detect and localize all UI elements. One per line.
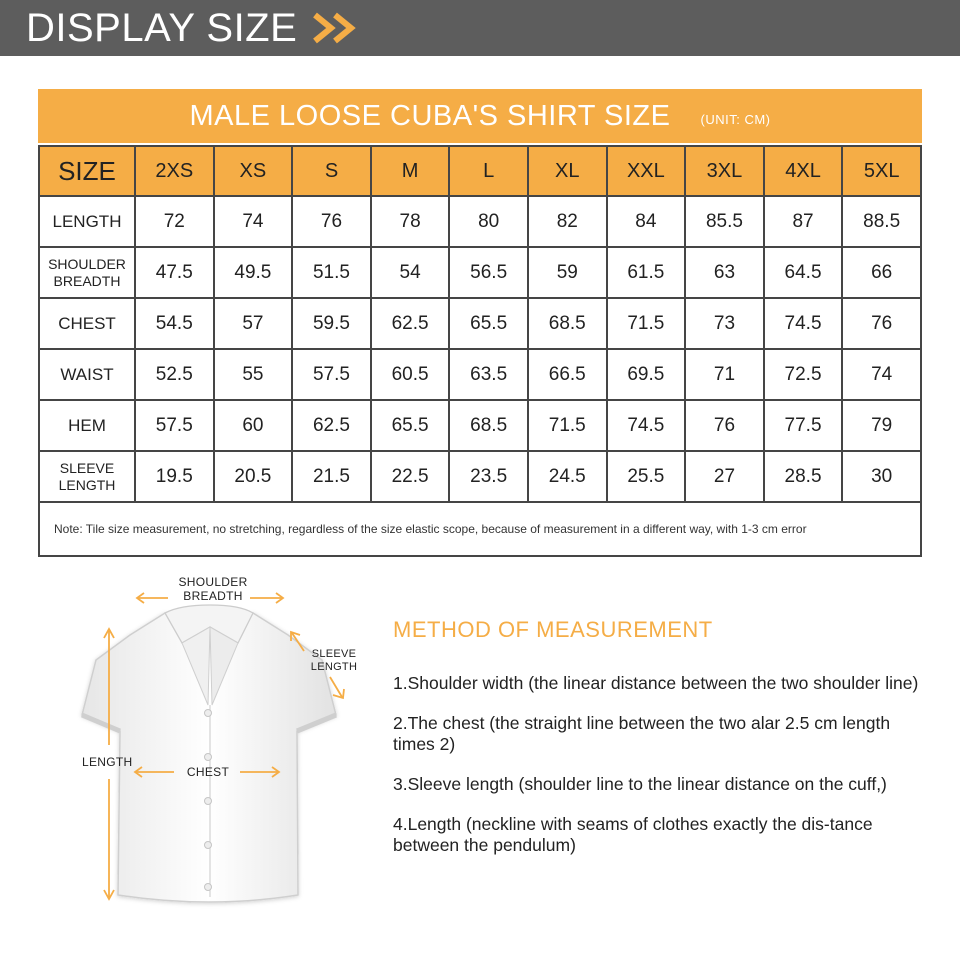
size-header-cell: 2XS: [135, 146, 214, 196]
size-header-label: SIZE: [39, 146, 135, 196]
table-cell: 68.5: [449, 400, 528, 451]
table-cell: 30: [842, 451, 921, 502]
table-cell: 85.5: [685, 196, 764, 247]
size-header-cell: XL: [528, 146, 607, 196]
table-cell: 59.5: [292, 298, 371, 349]
table-title-bar: [38, 89, 922, 143]
table-cell: 47.5: [135, 247, 214, 298]
table-cell: 82: [528, 196, 607, 247]
size-header-cell: 4XL: [764, 146, 843, 196]
table-cell: 63.5: [449, 349, 528, 400]
table-cell: 23.5: [449, 451, 528, 502]
table-cell: 74: [214, 196, 293, 247]
table-cell: 74.5: [764, 298, 843, 349]
table-cell: 22.5: [371, 451, 450, 502]
row-label: SLEEVE LENGTH: [39, 451, 135, 502]
table-row: [39, 451, 921, 502]
length-label: LENGTH: [82, 755, 133, 769]
table-cell: 71.5: [607, 298, 686, 349]
table-cell: 61.5: [607, 247, 686, 298]
size-header-cell: L: [449, 146, 528, 196]
table-cell: 74: [842, 349, 921, 400]
table-cell: 80: [449, 196, 528, 247]
table-cell: 78: [371, 196, 450, 247]
method-item: 3.Sleeve length (shoulder line to the linear distance on the cuff,): [393, 774, 887, 794]
table-row: [39, 247, 921, 298]
table-cell: 77.5: [764, 400, 843, 451]
size-header-cell: XXL: [607, 146, 686, 196]
table-unit: (UNIT: CM): [700, 111, 771, 127]
table-cell: 28.5: [764, 451, 843, 502]
table-cell: 87: [764, 196, 843, 247]
table-cell: 74.5: [607, 400, 686, 451]
table-cell: 62.5: [292, 400, 371, 451]
table-cell: 25.5: [607, 451, 686, 502]
method-item: 4.Length (neckline with seams of clothes exactly the dis-tance between the pendulum): [393, 814, 873, 855]
table-cell: 56.5: [449, 247, 528, 298]
table-row: [39, 400, 921, 451]
method-title: METHOD OF MEASUREMENT: [393, 617, 713, 642]
table-title: MALE LOOSE CUBA'S SHIRT SIZE: [189, 99, 671, 132]
chevron-double-right-icon: [311, 12, 361, 44]
method-item: 2.The chest (the straight line between the two alar 2.5 cm length times 2): [393, 713, 891, 754]
sleeve-length-label: SLEEVE LENGTH: [310, 648, 358, 674]
table-cell: 72: [135, 196, 214, 247]
table-cell: 27: [685, 451, 764, 502]
table-row: [39, 298, 921, 349]
table-cell: 52.5: [135, 349, 214, 400]
table-cell: 79: [842, 400, 921, 451]
table-cell: 66: [842, 247, 921, 298]
measurement-method: [393, 617, 933, 875]
table-cell: 64.5: [764, 247, 843, 298]
table-cell: 57: [214, 298, 293, 349]
table-cell: 60.5: [371, 349, 450, 400]
size-header-row: [39, 146, 921, 196]
table-cell: 57.5: [135, 400, 214, 451]
table-cell: 65.5: [371, 400, 450, 451]
table-cell: 88.5: [842, 196, 921, 247]
table-cell: 76: [685, 400, 764, 451]
table-cell: 71.5: [528, 400, 607, 451]
size-header-cell: XS: [214, 146, 293, 196]
table-cell: 24.5: [528, 451, 607, 502]
size-header-cell: S: [292, 146, 371, 196]
row-label: SHOULDER BREADTH: [39, 247, 135, 298]
row-label: LENGTH: [39, 196, 135, 247]
table-cell: 54: [371, 247, 450, 298]
table-cell: 76: [842, 298, 921, 349]
table-cell: 65.5: [449, 298, 528, 349]
table-row: [39, 349, 921, 400]
table-cell: 76: [292, 196, 371, 247]
table-cell: 51.5: [292, 247, 371, 298]
table-cell: 84: [607, 196, 686, 247]
table-cell: 57.5: [292, 349, 371, 400]
table-cell: 71: [685, 349, 764, 400]
shirt-icon: [60, 565, 380, 915]
table-cell: 66.5: [528, 349, 607, 400]
size-header-cell: M: [371, 146, 450, 196]
size-chart: [38, 89, 922, 551]
table-cell: 20.5: [214, 451, 293, 502]
row-label: CHEST: [39, 298, 135, 349]
table-cell: 55: [214, 349, 293, 400]
size-header-cell: 3XL: [685, 146, 764, 196]
page-title: DISPLAY SIZE: [26, 6, 298, 50]
table-note: Note: Tile size measurement, no stretching, regardless of the size elastic scope, because of measurement in a different way, with 1-3 cm error: [39, 502, 921, 556]
header-bar: [0, 0, 960, 56]
shirt-diagram: [60, 565, 380, 915]
table-cell: 60: [214, 400, 293, 451]
size-grid: [38, 145, 922, 557]
size-table: [38, 145, 922, 557]
table-cell: 49.5: [214, 247, 293, 298]
table-cell: 59: [528, 247, 607, 298]
table-cell: 69.5: [607, 349, 686, 400]
table-cell: 72.5: [764, 349, 843, 400]
row-label: WAIST: [39, 349, 135, 400]
table-cell: 62.5: [371, 298, 450, 349]
method-item: 1.Shoulder width (the linear distance between the two shoulder line): [393, 673, 919, 693]
note-row: [39, 502, 921, 556]
table-cell: 21.5: [292, 451, 371, 502]
chest-label: CHEST: [186, 765, 230, 779]
table-cell: 73: [685, 298, 764, 349]
table-cell: 63: [685, 247, 764, 298]
row-label: HEM: [39, 400, 135, 451]
table-cell: 19.5: [135, 451, 214, 502]
table-cell: 68.5: [528, 298, 607, 349]
size-header-cell: 5XL: [842, 146, 921, 196]
table-row: [39, 196, 921, 247]
table-cell: 54.5: [135, 298, 214, 349]
shoulder-breadth-label: SHOULDER BREADTH: [178, 575, 248, 604]
